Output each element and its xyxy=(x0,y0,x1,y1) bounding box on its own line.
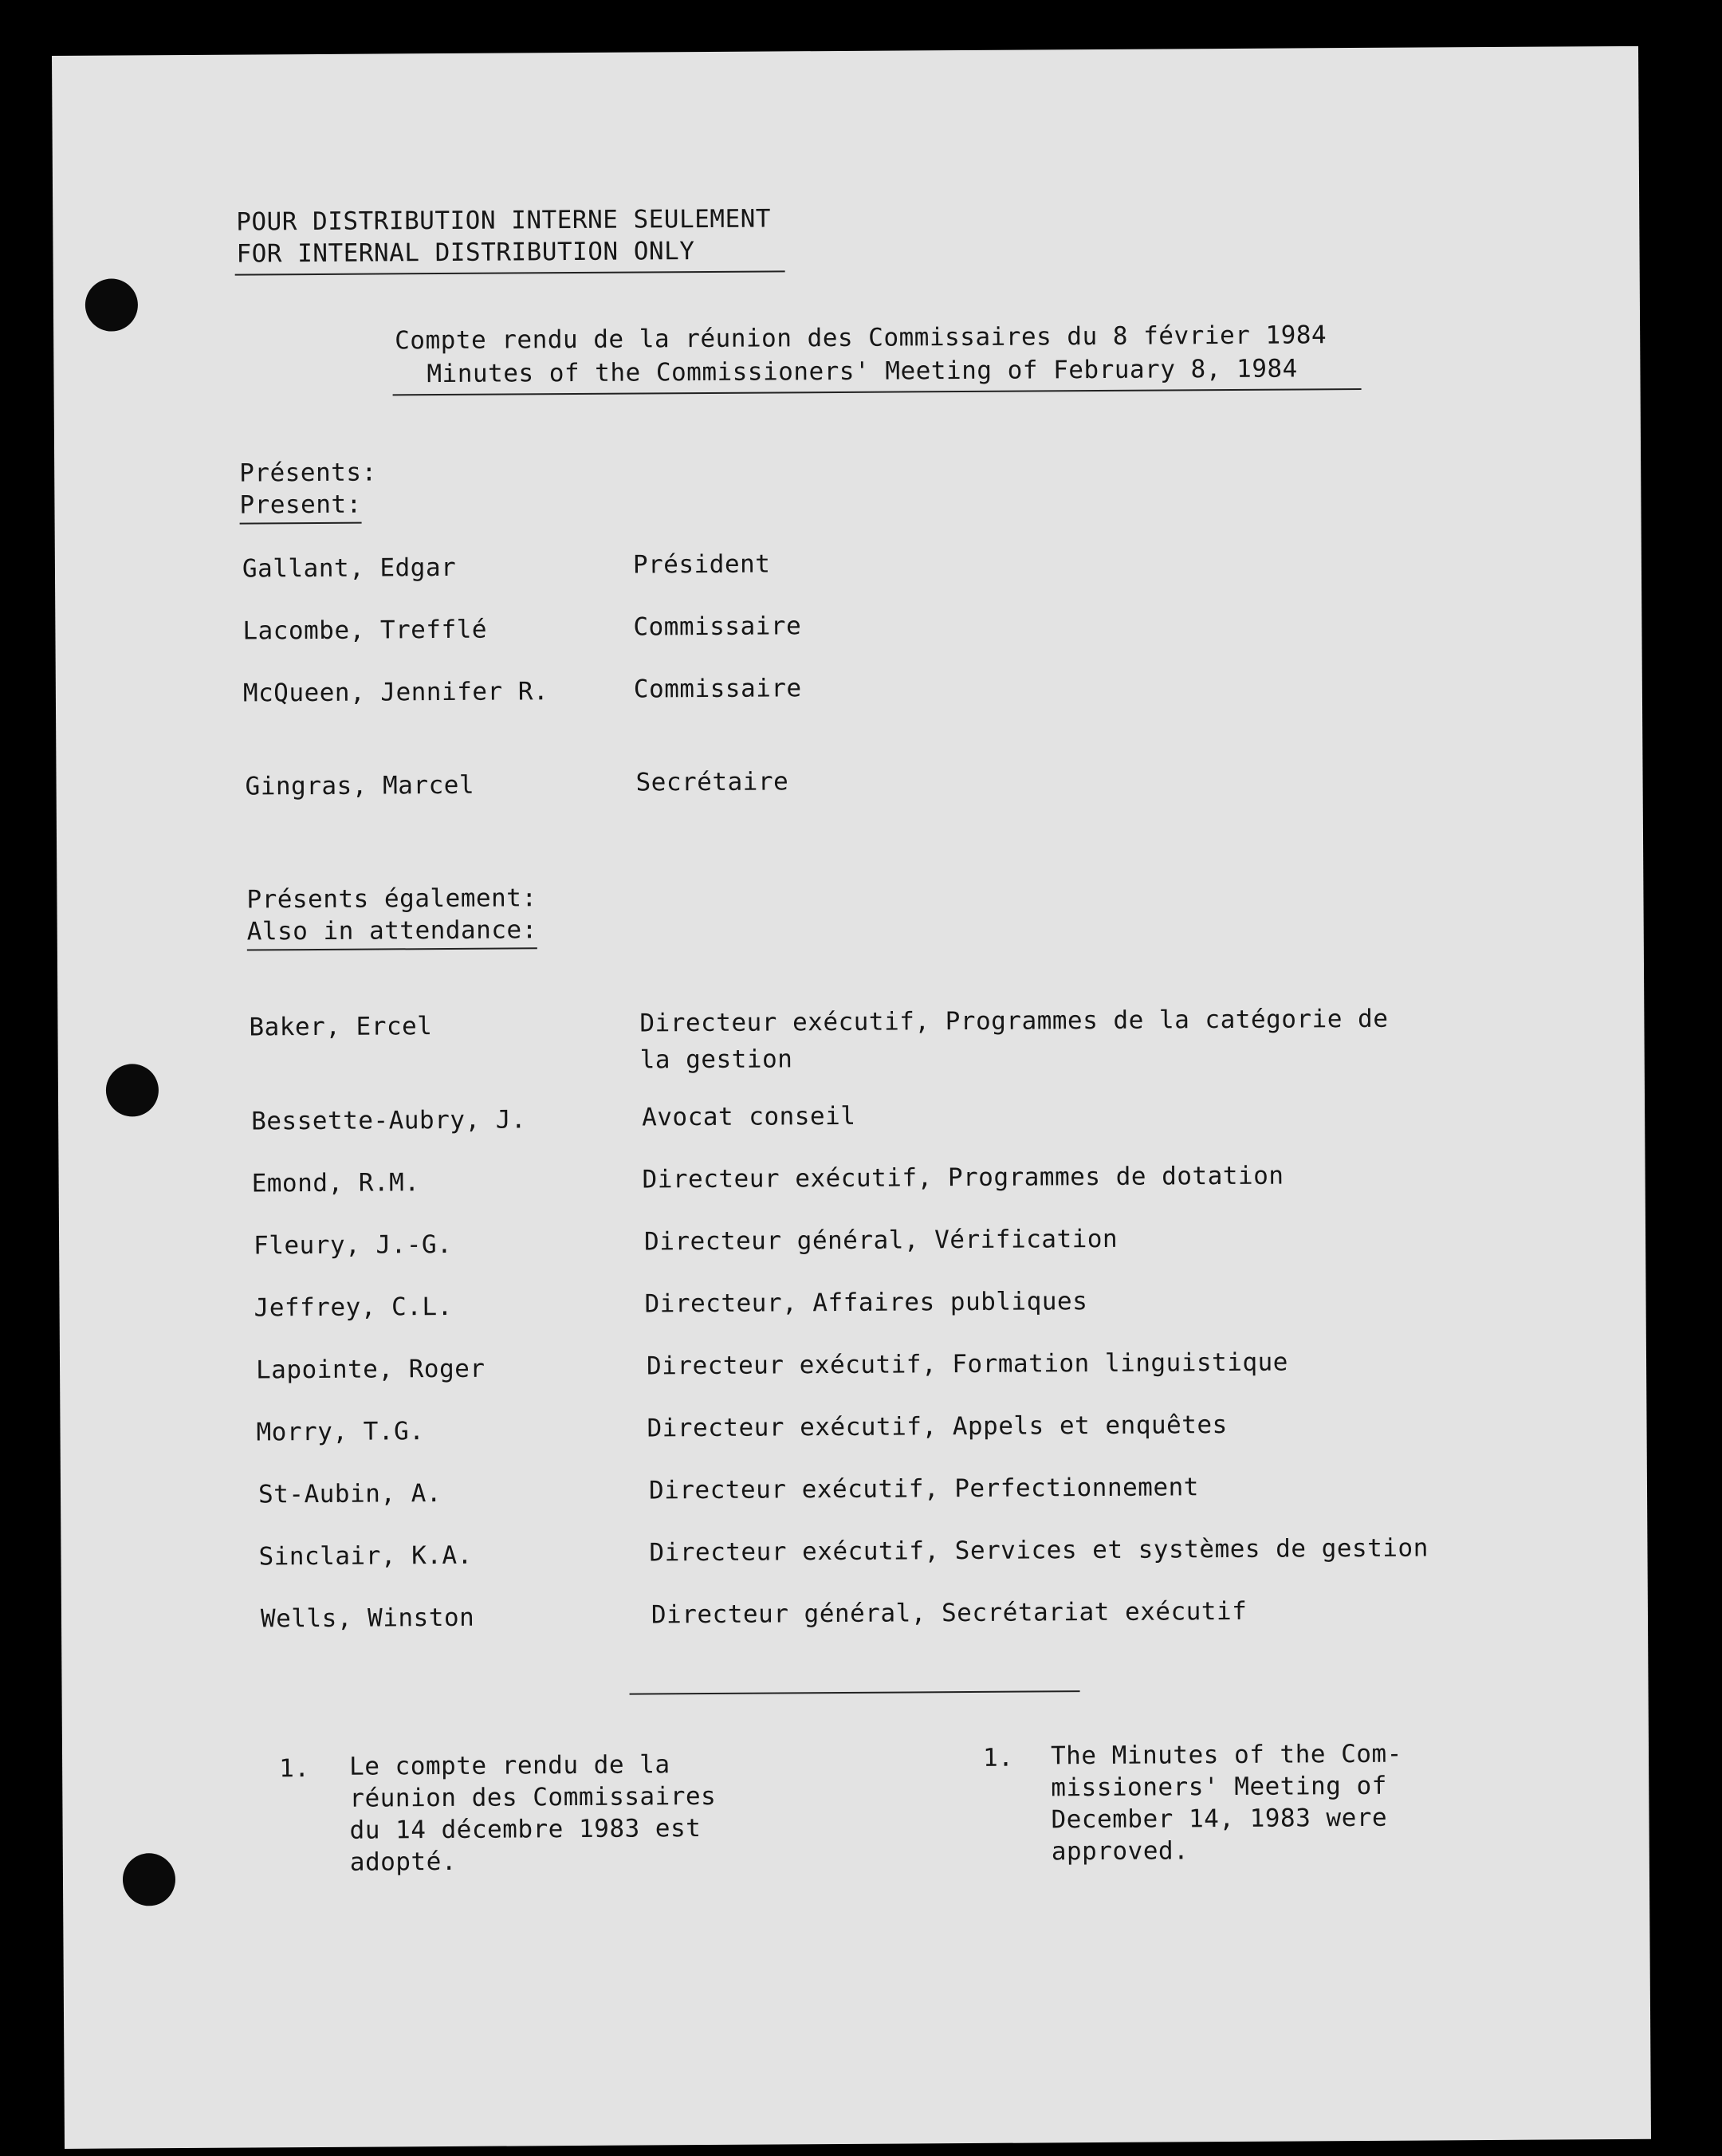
attendee-role: Directeur exécutif, Services et systèmes de gestion xyxy=(649,1533,1429,1568)
title-underline xyxy=(393,388,1362,395)
title-en: Minutes of the Commissioners' Meeting of February 8, 1984 xyxy=(427,354,1298,389)
section-divider xyxy=(630,1690,1080,1694)
attendee-role: Directeur exécutif, Appels et enquêtes xyxy=(647,1410,1228,1443)
member-role: Commissaire xyxy=(633,612,802,642)
binder-hole-middle xyxy=(106,1064,159,1116)
member-name: Lacombe, Trefflé xyxy=(242,615,488,646)
distribution-line-en: FOR INTERNAL DISTRIBUTION ONLY xyxy=(236,237,695,269)
present-label-en: Present: xyxy=(239,489,362,525)
present-label-fr: Présents: xyxy=(239,458,377,488)
item-text-en: The Minutes of the Com- missioners' Meeting of December 14, 1983 were approved. xyxy=(1050,1739,1402,1867)
member-name: Gingras, Marcel xyxy=(245,770,475,801)
binder-hole-top xyxy=(85,278,138,331)
attendee-name: Lapointe, Roger xyxy=(255,1354,486,1385)
attendee-role: Directeur, Affaires publiques xyxy=(644,1287,1088,1319)
attendee-name: Baker, Ercel xyxy=(249,1012,433,1042)
header-underline xyxy=(235,270,785,275)
member-role: Secrétaire xyxy=(635,767,789,797)
member-name: Gallant, Edgar xyxy=(242,553,457,584)
binder-hole-bottom xyxy=(123,1853,175,1906)
attendee-name: Sinclair, K.A. xyxy=(258,1540,473,1572)
title-fr: Compte rendu de la réunion des Commissaires du 8 février 1984 xyxy=(395,321,1327,356)
attendee-role: Avocat conseil xyxy=(642,1101,856,1132)
member-role: Président xyxy=(632,549,771,580)
attendee-role: Directeur exécutif, Formation linguistique xyxy=(646,1348,1289,1381)
attendee-name: Morry, T.G. xyxy=(256,1417,425,1447)
item-text-fr: Le compte rendu de la réunion des Commissaires du 14 décembre 1983 est adopté. xyxy=(349,1750,717,1877)
attendee-name: Emond, R.M. xyxy=(251,1168,420,1198)
attendee-name: St-Aubin, A. xyxy=(258,1479,442,1509)
item-number-en: 1. xyxy=(982,1743,1014,1772)
distribution-line-fr: POUR DISTRIBUTION INTERNE SEULEMENT xyxy=(236,204,772,237)
document-page xyxy=(52,46,1651,2149)
attendee-role: Directeur général, Secrétariat exécutif xyxy=(651,1596,1248,1630)
attendee-name: Bessette-Aubry, J. xyxy=(251,1105,527,1136)
attendee-name: Fleury, J.-G. xyxy=(254,1229,453,1261)
attendee-name: Wells, Winston xyxy=(260,1603,475,1634)
attendance-label-en: Also in attendance: xyxy=(247,914,537,950)
attendance-label-fr: Présents également: xyxy=(246,883,537,915)
member-role: Commissaire xyxy=(633,674,802,704)
member-name: McQueen, Jennifer R. xyxy=(242,677,549,708)
attendee-role: Directeur exécutif, Programmes de dotation xyxy=(642,1161,1284,1194)
attendee-role: Directeur général, Vérification xyxy=(643,1224,1119,1257)
attendee-name: Jeffrey, C.L. xyxy=(254,1292,453,1323)
item-number-fr: 1. xyxy=(279,1754,310,1784)
attendee-role: Directeur exécutif, Programmes de la catégorie de la gestion xyxy=(639,1004,1389,1075)
attendee-role: Directeur exécutif, Perfectionnement xyxy=(648,1473,1199,1505)
